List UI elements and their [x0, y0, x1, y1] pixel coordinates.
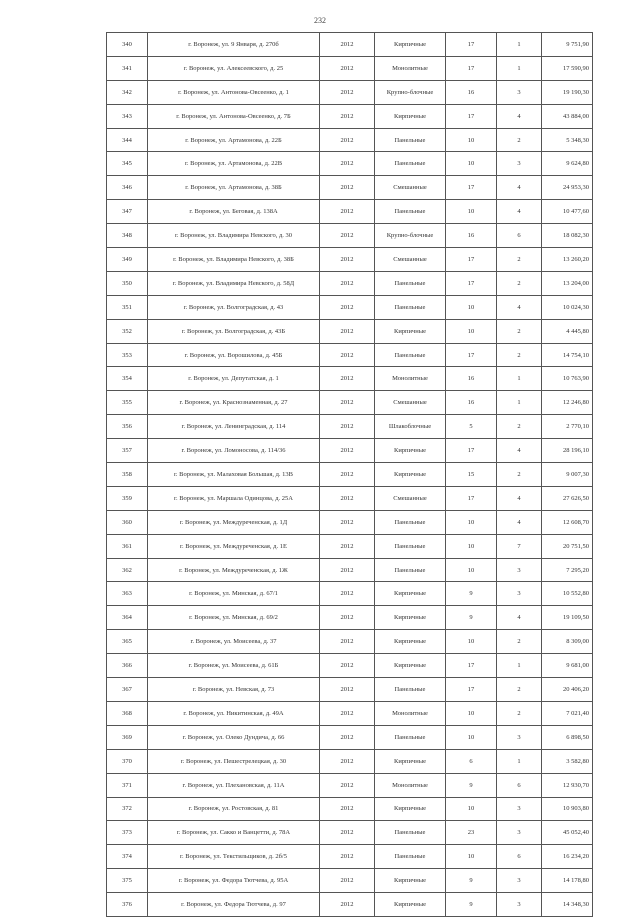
row-number-cell: 353: [107, 343, 148, 367]
address-cell: г. Воронеж, ул. Краснознаменная, д. 27: [148, 391, 320, 415]
area-cell: 4 445,80: [542, 319, 593, 343]
wall-material-cell: Панельные: [375, 845, 446, 869]
area-cell: 27 626,50: [542, 486, 593, 510]
area-cell: 5 348,30: [542, 128, 593, 152]
year-cell: 2012: [320, 104, 375, 128]
year-cell: 2012: [320, 869, 375, 893]
row-number-cell: 362: [107, 558, 148, 582]
entrances-cell: 4: [497, 104, 542, 128]
entrances-cell: 4: [497, 510, 542, 534]
wall-material-cell: Кирпичные: [375, 33, 446, 57]
year-cell: 2012: [320, 821, 375, 845]
floors-cell: 17: [446, 33, 497, 57]
table-row: [107, 128, 593, 152]
wall-material-cell: Кирпичные: [375, 749, 446, 773]
table-row: [107, 439, 593, 463]
floors-cell: 10: [446, 152, 497, 176]
row-number-cell: 347: [107, 200, 148, 224]
row-number-cell: 357: [107, 439, 148, 463]
year-cell: 2012: [320, 582, 375, 606]
row-number-cell: 345: [107, 152, 148, 176]
area-cell: 12 608,70: [542, 510, 593, 534]
table-row: [107, 558, 593, 582]
address-cell: г. Воронеж, ул. Алексеевского, д. 25: [148, 56, 320, 80]
row-number-cell: 342: [107, 80, 148, 104]
address-cell: г. Воронеж, ул. Текстильщиков, д. 2б/5: [148, 845, 320, 869]
year-cell: 2012: [320, 486, 375, 510]
floors-cell: 9: [446, 893, 497, 917]
area-cell: 14 348,30: [542, 893, 593, 917]
entrances-cell: 4: [497, 486, 542, 510]
area-cell: 24 953,30: [542, 176, 593, 200]
area-cell: 7 021,40: [542, 701, 593, 725]
entrances-cell: 1: [497, 33, 542, 57]
entrances-cell: 3: [497, 797, 542, 821]
table-row: [107, 176, 593, 200]
table-row: [107, 534, 593, 558]
address-cell: г. Воронеж, ул. Владимира Невского, д. 58Д: [148, 271, 320, 295]
row-number-cell: 365: [107, 630, 148, 654]
entrances-cell: 3: [497, 582, 542, 606]
floors-cell: 10: [446, 558, 497, 582]
row-number-cell: 375: [107, 869, 148, 893]
floors-cell: 23: [446, 821, 497, 845]
row-number-cell: 358: [107, 463, 148, 487]
address-cell: г. Воронеж, ул. Ворошилова, д. 45Б: [148, 343, 320, 367]
floors-cell: 16: [446, 391, 497, 415]
year-cell: 2012: [320, 319, 375, 343]
year-cell: 2012: [320, 845, 375, 869]
entrances-cell: 6: [497, 773, 542, 797]
row-number-cell: 349: [107, 248, 148, 272]
entrances-cell: 3: [497, 821, 542, 845]
wall-material-cell: Кирпичные: [375, 797, 446, 821]
wall-material-cell: Панельные: [375, 128, 446, 152]
area-cell: 2 770,10: [542, 415, 593, 439]
address-cell: г. Воронеж, ул. Ростовская, д. 81: [148, 797, 320, 821]
wall-material-cell: Панельные: [375, 558, 446, 582]
year-cell: 2012: [320, 295, 375, 319]
year-cell: 2012: [320, 415, 375, 439]
table-row: [107, 630, 593, 654]
floors-cell: 16: [446, 367, 497, 391]
entrances-cell: 1: [497, 391, 542, 415]
floors-cell: 17: [446, 654, 497, 678]
address-cell: г. Воронеж, ул. Владимира Невского, д. 38Б: [148, 248, 320, 272]
entrances-cell: 1: [497, 749, 542, 773]
year-cell: 2012: [320, 176, 375, 200]
table-row: [107, 654, 593, 678]
table-row: [107, 510, 593, 534]
entrances-cell: 4: [497, 439, 542, 463]
wall-material-cell: Кирпичные: [375, 463, 446, 487]
wall-material-cell: Смешанные: [375, 486, 446, 510]
wall-material-cell: Крупно-блочные: [375, 224, 446, 248]
wall-material-cell: Панельные: [375, 271, 446, 295]
area-cell: 14 178,80: [542, 869, 593, 893]
table-row: [107, 271, 593, 295]
floors-cell: 9: [446, 869, 497, 893]
table-row: [107, 725, 593, 749]
table-row: [107, 104, 593, 128]
wall-material-cell: Смешанные: [375, 391, 446, 415]
wall-material-cell: Кирпичные: [375, 606, 446, 630]
area-cell: 18 082,30: [542, 224, 593, 248]
address-cell: г. Воронеж, ул. Беговая, д. 138А: [148, 200, 320, 224]
area-cell: 10 552,80: [542, 582, 593, 606]
entrances-cell: 3: [497, 80, 542, 104]
row-number-cell: 368: [107, 701, 148, 725]
table-row: [107, 463, 593, 487]
address-cell: г. Воронеж, ул. Ломоносова, д. 114/36: [148, 439, 320, 463]
address-cell: г. Воронеж, ул. Владимира Невского, д. 30: [148, 224, 320, 248]
entrances-cell: 2: [497, 271, 542, 295]
area-cell: 7 295,20: [542, 558, 593, 582]
entrances-cell: 3: [497, 869, 542, 893]
address-cell: г. Воронеж, ул. Междуреченская, д. 1Д: [148, 510, 320, 534]
year-cell: 2012: [320, 630, 375, 654]
floors-cell: 10: [446, 128, 497, 152]
floors-cell: 9: [446, 606, 497, 630]
address-cell: г. Воронеж, ул. Олеко Дундича, д. 66: [148, 725, 320, 749]
entrances-cell: 3: [497, 893, 542, 917]
table-row: [107, 797, 593, 821]
entrances-cell: 3: [497, 152, 542, 176]
row-number-cell: 373: [107, 821, 148, 845]
entrances-cell: 2: [497, 343, 542, 367]
entrances-cell: 6: [497, 845, 542, 869]
row-number-cell: 355: [107, 391, 148, 415]
entrances-cell: 4: [497, 606, 542, 630]
area-cell: 9 007,30: [542, 463, 593, 487]
table-row: [107, 869, 593, 893]
year-cell: 2012: [320, 606, 375, 630]
wall-material-cell: Смешанные: [375, 248, 446, 272]
row-number-cell: 363: [107, 582, 148, 606]
floors-cell: 6: [446, 749, 497, 773]
wall-material-cell: Панельные: [375, 152, 446, 176]
floors-cell: 10: [446, 534, 497, 558]
table-row: [107, 80, 593, 104]
floors-cell: 9: [446, 582, 497, 606]
address-cell: г. Воронеж, ул. Минская, д. 67/1: [148, 582, 320, 606]
address-cell: г. Воронеж, ул. Депутатская, д. 1: [148, 367, 320, 391]
address-cell: г. Воронеж, ул. Ленинградская, д. 114: [148, 415, 320, 439]
area-cell: 45 052,40: [542, 821, 593, 845]
year-cell: 2012: [320, 128, 375, 152]
table-row: [107, 319, 593, 343]
floors-cell: 9: [446, 773, 497, 797]
entrances-cell: 3: [497, 558, 542, 582]
year-cell: 2012: [320, 534, 375, 558]
year-cell: 2012: [320, 200, 375, 224]
wall-material-cell: Панельные: [375, 343, 446, 367]
wall-material-cell: Кирпичные: [375, 319, 446, 343]
floors-cell: 17: [446, 439, 497, 463]
year-cell: 2012: [320, 248, 375, 272]
table-row: [107, 391, 593, 415]
row-number-cell: 361: [107, 534, 148, 558]
address-cell: г. Воронеж, ул. Междуреченская, д. 1Ж: [148, 558, 320, 582]
table-row: [107, 821, 593, 845]
year-cell: 2012: [320, 33, 375, 57]
address-cell: г. Воронеж, ул. Междуреченская, д. 1Е: [148, 534, 320, 558]
wall-material-cell: Кирпичные: [375, 654, 446, 678]
table-row: [107, 773, 593, 797]
area-cell: 10 024,30: [542, 295, 593, 319]
floors-cell: 10: [446, 319, 497, 343]
address-cell: г. Воронеж, ул. Маршала Одинцова, д. 25А: [148, 486, 320, 510]
row-number-cell: 369: [107, 725, 148, 749]
floors-cell: 5: [446, 415, 497, 439]
row-number-cell: 346: [107, 176, 148, 200]
wall-material-cell: Панельные: [375, 725, 446, 749]
row-number-cell: 352: [107, 319, 148, 343]
year-cell: 2012: [320, 271, 375, 295]
row-number-cell: 343: [107, 104, 148, 128]
wall-material-cell: Кирпичные: [375, 893, 446, 917]
table-row: [107, 678, 593, 702]
year-cell: 2012: [320, 391, 375, 415]
year-cell: 2012: [320, 224, 375, 248]
table-row: [107, 248, 593, 272]
area-cell: 20 406,20: [542, 678, 593, 702]
entrances-cell: 1: [497, 367, 542, 391]
area-cell: 9 751,90: [542, 33, 593, 57]
address-cell: г. Воронеж, ул. Плехановская, д. 11А: [148, 773, 320, 797]
row-number-cell: 364: [107, 606, 148, 630]
address-cell: г. Воронеж, ул. Федора Тютчева, д. 97: [148, 893, 320, 917]
table-row: [107, 33, 593, 57]
wall-material-cell: Монолитные: [375, 56, 446, 80]
wall-material-cell: Панельные: [375, 678, 446, 702]
floors-cell: 17: [446, 486, 497, 510]
address-cell: г. Воронеж, ул. Малаховая Большая, д. 13В: [148, 463, 320, 487]
area-cell: 14 754,10: [542, 343, 593, 367]
area-cell: 9 681,00: [542, 654, 593, 678]
area-cell: 43 884,00: [542, 104, 593, 128]
wall-material-cell: Кирпичные: [375, 439, 446, 463]
address-cell: г. Воронеж, ул. Артамонова, д. 38Б: [148, 176, 320, 200]
row-number-cell: 374: [107, 845, 148, 869]
entrances-cell: 2: [497, 248, 542, 272]
floors-cell: 16: [446, 224, 497, 248]
floors-cell: 10: [446, 295, 497, 319]
address-cell: г. Воронеж, ул. Моисеева, д. 61Б: [148, 654, 320, 678]
area-cell: 17 590,90: [542, 56, 593, 80]
address-cell: г. Воронеж, ул. 9 Января, д. 270б: [148, 33, 320, 57]
year-cell: 2012: [320, 152, 375, 176]
floors-cell: 10: [446, 630, 497, 654]
area-cell: 10 763,90: [542, 367, 593, 391]
year-cell: 2012: [320, 510, 375, 534]
floors-cell: 17: [446, 56, 497, 80]
area-cell: 3 582,80: [542, 749, 593, 773]
row-number-cell: 354: [107, 367, 148, 391]
table-row: [107, 56, 593, 80]
wall-material-cell: Панельные: [375, 821, 446, 845]
address-cell: г. Воронеж, ул. Антонова-Овсеенко, д. 7Б: [148, 104, 320, 128]
wall-material-cell: Монолитные: [375, 773, 446, 797]
entrances-cell: 2: [497, 701, 542, 725]
table-row: [107, 343, 593, 367]
entrances-cell: 6: [497, 224, 542, 248]
area-cell: 19 109,50: [542, 606, 593, 630]
wall-material-cell: Панельные: [375, 200, 446, 224]
year-cell: 2012: [320, 463, 375, 487]
row-number-cell: 341: [107, 56, 148, 80]
area-cell: 10 903,80: [542, 797, 593, 821]
wall-material-cell: Панельные: [375, 510, 446, 534]
address-cell: г. Воронеж, ул. Федора Тютчева, д. 95А: [148, 869, 320, 893]
floors-cell: 15: [446, 463, 497, 487]
table-row: [107, 486, 593, 510]
wall-material-cell: Кирпичные: [375, 582, 446, 606]
wall-material-cell: Крупно-блочные: [375, 80, 446, 104]
entrances-cell: 2: [497, 319, 542, 343]
area-cell: 20 751,50: [542, 534, 593, 558]
entrances-cell: 2: [497, 128, 542, 152]
row-number-cell: 367: [107, 678, 148, 702]
row-number-cell: 356: [107, 415, 148, 439]
table-row: [107, 415, 593, 439]
year-cell: 2012: [320, 439, 375, 463]
floors-cell: 17: [446, 104, 497, 128]
year-cell: 2012: [320, 725, 375, 749]
year-cell: 2012: [320, 80, 375, 104]
floors-cell: 10: [446, 701, 497, 725]
address-cell: г. Воронеж, ул. Антонова-Овсеенко, д. 1: [148, 80, 320, 104]
address-cell: г. Воронеж, ул. Волгоградская, д. 43Б: [148, 319, 320, 343]
year-cell: 2012: [320, 367, 375, 391]
entrances-cell: 2: [497, 415, 542, 439]
entrances-cell: 7: [497, 534, 542, 558]
floors-cell: 10: [446, 200, 497, 224]
area-cell: 6 898,50: [542, 725, 593, 749]
page-number: 232: [314, 16, 326, 25]
floors-cell: 10: [446, 797, 497, 821]
wall-material-cell: Кирпичные: [375, 869, 446, 893]
address-cell: г. Воронеж, ул. Артамонова, д. 22Б: [148, 128, 320, 152]
table-body: [107, 33, 593, 917]
row-number-cell: 340: [107, 33, 148, 57]
floors-cell: 17: [446, 343, 497, 367]
year-cell: 2012: [320, 558, 375, 582]
row-number-cell: 370: [107, 749, 148, 773]
address-cell: г. Воронеж, ул. Минская, д. 69/2: [148, 606, 320, 630]
area-cell: 13 260,20: [542, 248, 593, 272]
area-cell: 13 204,00: [542, 271, 593, 295]
wall-material-cell: Кирпичные: [375, 630, 446, 654]
area-cell: 19 190,30: [542, 80, 593, 104]
row-number-cell: 366: [107, 654, 148, 678]
table-row: [107, 367, 593, 391]
row-number-cell: 359: [107, 486, 148, 510]
year-cell: 2012: [320, 701, 375, 725]
address-cell: г. Воронеж, ул. Сакко и Ванцетти, д. 78А: [148, 821, 320, 845]
floors-cell: 17: [446, 678, 497, 702]
row-number-cell: 348: [107, 224, 148, 248]
area-cell: 12 930,70: [542, 773, 593, 797]
entrances-cell: 2: [497, 463, 542, 487]
floors-cell: 10: [446, 510, 497, 534]
table-row: [107, 582, 593, 606]
year-cell: 2012: [320, 343, 375, 367]
floors-cell: 17: [446, 248, 497, 272]
address-cell: г. Воронеж, ул. Пешестрелецкая, д. 30: [148, 749, 320, 773]
wall-material-cell: Панельные: [375, 534, 446, 558]
year-cell: 2012: [320, 654, 375, 678]
address-cell: г. Воронеж, ул. Никитинская, д. 49А: [148, 701, 320, 725]
housing-table: [106, 32, 593, 917]
entrances-cell: 1: [497, 654, 542, 678]
floors-cell: 17: [446, 176, 497, 200]
table-row: [107, 224, 593, 248]
row-number-cell: 372: [107, 797, 148, 821]
row-number-cell: 351: [107, 295, 148, 319]
wall-material-cell: Кирпичные: [375, 104, 446, 128]
row-number-cell: 344: [107, 128, 148, 152]
area-cell: 8 309,00: [542, 630, 593, 654]
entrances-cell: 2: [497, 630, 542, 654]
year-cell: 2012: [320, 773, 375, 797]
area-cell: 28 196,10: [542, 439, 593, 463]
table-row: [107, 152, 593, 176]
wall-material-cell: Смешанные: [375, 176, 446, 200]
wall-material-cell: Шлакоблочные: [375, 415, 446, 439]
entrances-cell: 1: [497, 56, 542, 80]
entrances-cell: 4: [497, 295, 542, 319]
wall-material-cell: Монолитные: [375, 701, 446, 725]
floors-cell: 10: [446, 725, 497, 749]
area-cell: 12 246,80: [542, 391, 593, 415]
area-cell: 10 477,60: [542, 200, 593, 224]
area-cell: 9 624,80: [542, 152, 593, 176]
row-number-cell: 350: [107, 271, 148, 295]
wall-material-cell: Панельные: [375, 295, 446, 319]
entrances-cell: 2: [497, 678, 542, 702]
year-cell: 2012: [320, 749, 375, 773]
table-row: [107, 295, 593, 319]
address-cell: г. Воронеж, ул. Невская, д. 73: [148, 678, 320, 702]
entrances-cell: 4: [497, 176, 542, 200]
table-row: [107, 749, 593, 773]
address-cell: г. Воронеж, ул. Волгоградская, д. 43: [148, 295, 320, 319]
row-number-cell: 360: [107, 510, 148, 534]
address-cell: г. Воронеж, ул. Моисеева, д. 37: [148, 630, 320, 654]
floors-cell: 17: [446, 271, 497, 295]
area-cell: 16 234,20: [542, 845, 593, 869]
year-cell: 2012: [320, 797, 375, 821]
year-cell: 2012: [320, 893, 375, 917]
year-cell: 2012: [320, 56, 375, 80]
table-row: [107, 200, 593, 224]
table-row: [107, 701, 593, 725]
year-cell: 2012: [320, 678, 375, 702]
floors-cell: 16: [446, 80, 497, 104]
floors-cell: 10: [446, 845, 497, 869]
wall-material-cell: Монолитные: [375, 367, 446, 391]
entrances-cell: 4: [497, 200, 542, 224]
table-row: [107, 845, 593, 869]
entrances-cell: 3: [497, 725, 542, 749]
address-cell: г. Воронеж, ул. Артамонова, д. 22В: [148, 152, 320, 176]
table-row: [107, 606, 593, 630]
row-number-cell: 376: [107, 893, 148, 917]
row-number-cell: 371: [107, 773, 148, 797]
